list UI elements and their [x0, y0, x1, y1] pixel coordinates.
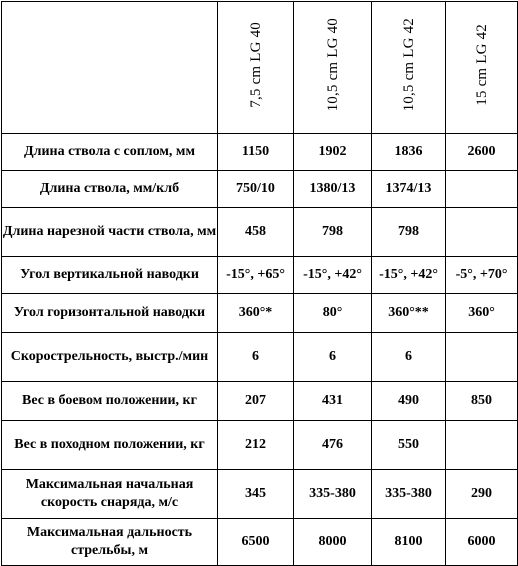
spec-table	[1, 1, 518, 566]
table-cell: 360°**	[372, 294, 446, 333]
header-corner-cell	[2, 2, 218, 134]
table-cell: 6	[372, 333, 446, 382]
row-label: Длина ствола, мм/клб	[2, 171, 218, 208]
table-cell: -15°, +42°	[372, 257, 446, 294]
table-cell: 360°*	[218, 294, 294, 333]
table-row	[2, 421, 518, 470]
table-cell	[446, 333, 518, 382]
table-cell: 1150	[218, 134, 294, 171]
table-cell: 850	[446, 382, 518, 421]
row-label: Длина нарезной части ствола, мм	[2, 208, 218, 257]
table-cell	[446, 171, 518, 208]
column-header-label: 10,5 cm LG 42	[400, 17, 417, 112]
header-row	[2, 2, 518, 134]
table-cell: 798	[294, 208, 372, 257]
column-header	[372, 2, 446, 134]
table-cell	[446, 208, 518, 257]
column-header-label: 7,5 cm LG 40	[247, 21, 264, 108]
table-cell: 6000	[446, 519, 518, 566]
table-row	[2, 171, 518, 208]
table-cell: 1374/13	[372, 171, 446, 208]
table-cell: 1380/13	[294, 171, 372, 208]
table-cell: 476	[294, 421, 372, 470]
table-cell: 335-380	[372, 470, 446, 519]
table-cell: 2600	[446, 134, 518, 171]
table-row	[2, 333, 518, 382]
column-header-label: 15 cm LG 42	[473, 23, 490, 106]
table-cell: 207	[218, 382, 294, 421]
table-cell: 550	[372, 421, 446, 470]
table-cell: 345	[218, 470, 294, 519]
row-label: Максимальная дальность стрельбы, м	[2, 519, 218, 566]
table-cell: 6	[218, 333, 294, 382]
table-cell: 1902	[294, 134, 372, 171]
row-label: Максимальная начальная скорость снаряда, м/с	[2, 470, 218, 519]
table-cell: 490	[372, 382, 446, 421]
column-header	[294, 2, 372, 134]
table-cell: 6500	[218, 519, 294, 566]
row-label: Длина ствола с соплом, мм	[2, 134, 218, 171]
table-cell: 1836	[372, 134, 446, 171]
column-header	[218, 2, 294, 134]
table-cell: -5°, +70°	[446, 257, 518, 294]
row-label: Скорострельность, выстр./мин	[2, 333, 218, 382]
table-cell: 8000	[294, 519, 372, 566]
table-row	[2, 294, 518, 333]
table-cell: -15°, +42°	[294, 257, 372, 294]
table-cell: 6	[294, 333, 372, 382]
table-cell: 360°	[446, 294, 518, 333]
table-cell: 290	[446, 470, 518, 519]
table-cell: 8100	[372, 519, 446, 566]
table-cell	[446, 421, 518, 470]
table-cell: 431	[294, 382, 372, 421]
table-row	[2, 257, 518, 294]
table-cell: 80°	[294, 294, 372, 333]
table-cell: 212	[218, 421, 294, 470]
column-header	[446, 2, 518, 134]
table-cell: 798	[372, 208, 446, 257]
row-label: Вес в походном положении, кг	[2, 421, 218, 470]
row-label: Угол горизонтальной наводки	[2, 294, 218, 333]
table-row	[2, 382, 518, 421]
table-cell: 750/10	[218, 171, 294, 208]
table-row	[2, 519, 518, 566]
row-label: Угол вертикальной наводки	[2, 257, 218, 294]
table-row	[2, 208, 518, 257]
table-cell: 335-380	[294, 470, 372, 519]
column-header-label: 10,5 cm LG 40	[324, 17, 341, 112]
table-cell: -15°, +65°	[218, 257, 294, 294]
table-cell: 458	[218, 208, 294, 257]
table-row	[2, 470, 518, 519]
table-row	[2, 134, 518, 171]
row-label: Вес в боевом положении, кг	[2, 382, 218, 421]
